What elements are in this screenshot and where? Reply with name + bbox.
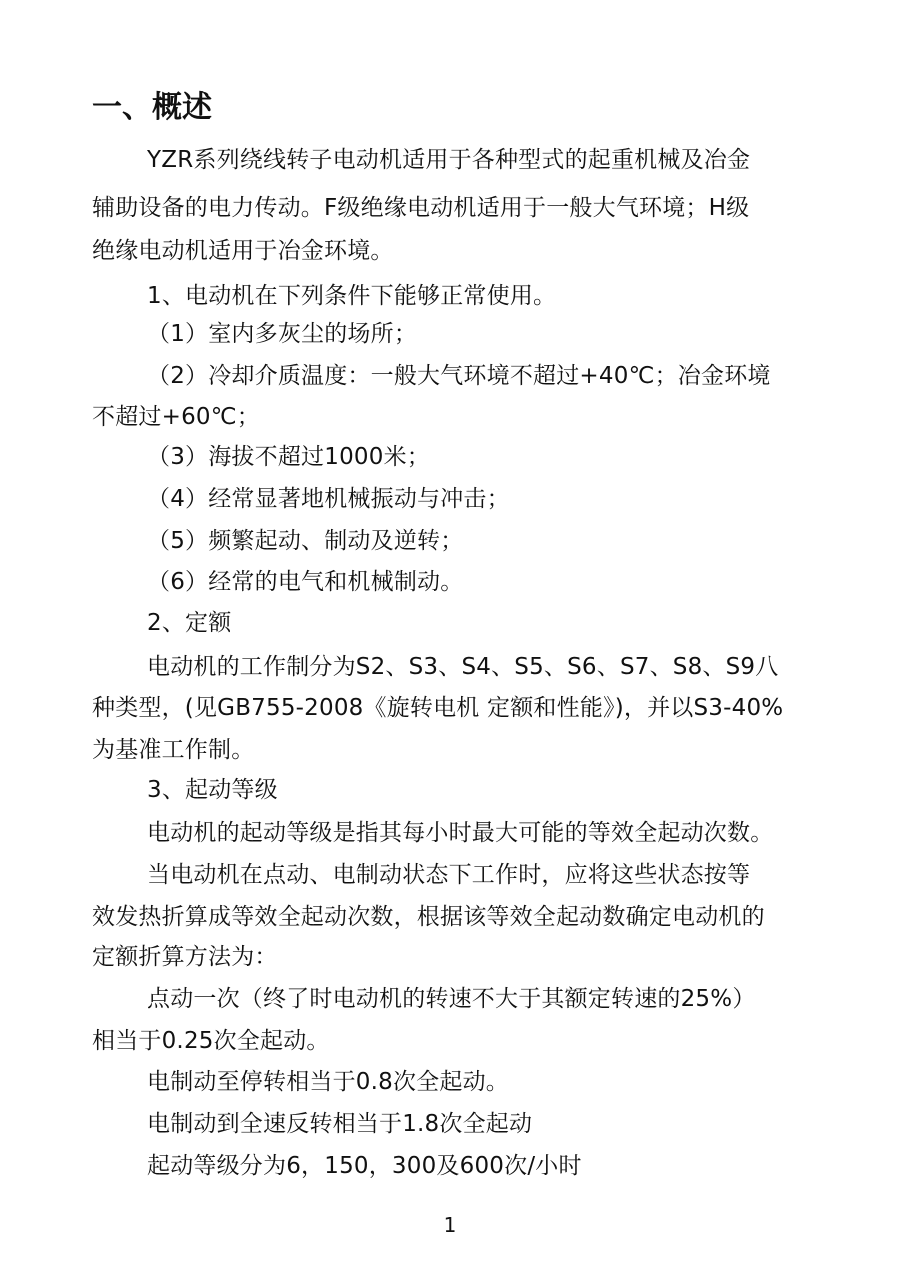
paragraph-line: 效发热折算成等效全起动次数，根据该等效全起动数确定电动机的 xyxy=(92,904,765,930)
paragraph-line: 电制动到全速反转相当于1.8次全起动 xyxy=(147,1111,533,1137)
paragraph-line: 点动一次（终了时电动机的转速不大于其额定转速的25%） xyxy=(147,986,756,1012)
paragraph-line: 定额折算方法为： xyxy=(92,944,278,970)
paragraph-line: 起动等级分为6，150，300及600次/小时 xyxy=(147,1153,582,1179)
paragraph-line: 电动机的起动等级是指其每小时最大可能的等效全起动次数。 xyxy=(147,820,774,846)
list-item: （4）经常显著地机械振动与冲击； xyxy=(147,486,510,512)
list-item: （3）海拔不超过1000米； xyxy=(147,444,430,470)
list-item-continued: 不超过+60℃； xyxy=(92,404,260,430)
list-item: （2）冷却介质温度：一般大气环境不超过+40℃；冶金环境 xyxy=(147,363,771,389)
paragraph-line: 种类型，(见GB755-2008《旋转电机 定额和性能》)，并以S3-40% xyxy=(92,695,784,721)
paragraph-line: 电制动至停转相当于0.8次全起动。 xyxy=(147,1069,509,1095)
paragraph-line: YZR系列绕线转子电动机适用于各种型式的起重机械及冶金 xyxy=(147,147,751,173)
paragraph-line: 辅助设备的电力传动。F级绝缘电动机适用于一般大气环境；H级 xyxy=(92,195,750,221)
list-item: （6）经常的电气和机械制动。 xyxy=(147,569,464,595)
list-item: （1）室内多灰尘的场所； xyxy=(147,321,418,347)
page-number: 1 xyxy=(443,1213,457,1237)
list-heading: 1、电动机在下列条件下能够正常使用。 xyxy=(147,283,557,309)
paragraph-line: 相当于0.25次全起动。 xyxy=(92,1028,330,1054)
paragraph-line: 当电动机在点动、电制动状态下工作时，应将这些状态按等 xyxy=(147,862,751,888)
paragraph-line: 为基准工作制。 xyxy=(92,737,255,763)
paragraph-line: 电动机的工作制分为S2、S3、S4、S5、S6、S7、S8、S9八 xyxy=(147,654,779,680)
subsection-heading: 2、定额 xyxy=(147,610,232,636)
subsection-heading: 3、起动等级 xyxy=(147,777,278,803)
paragraph-line: 绝缘电动机适用于冶金环境。 xyxy=(92,238,394,264)
section-heading: 一、概述 xyxy=(92,90,212,125)
list-item: （5）频繁起动、制动及逆转； xyxy=(147,528,464,554)
